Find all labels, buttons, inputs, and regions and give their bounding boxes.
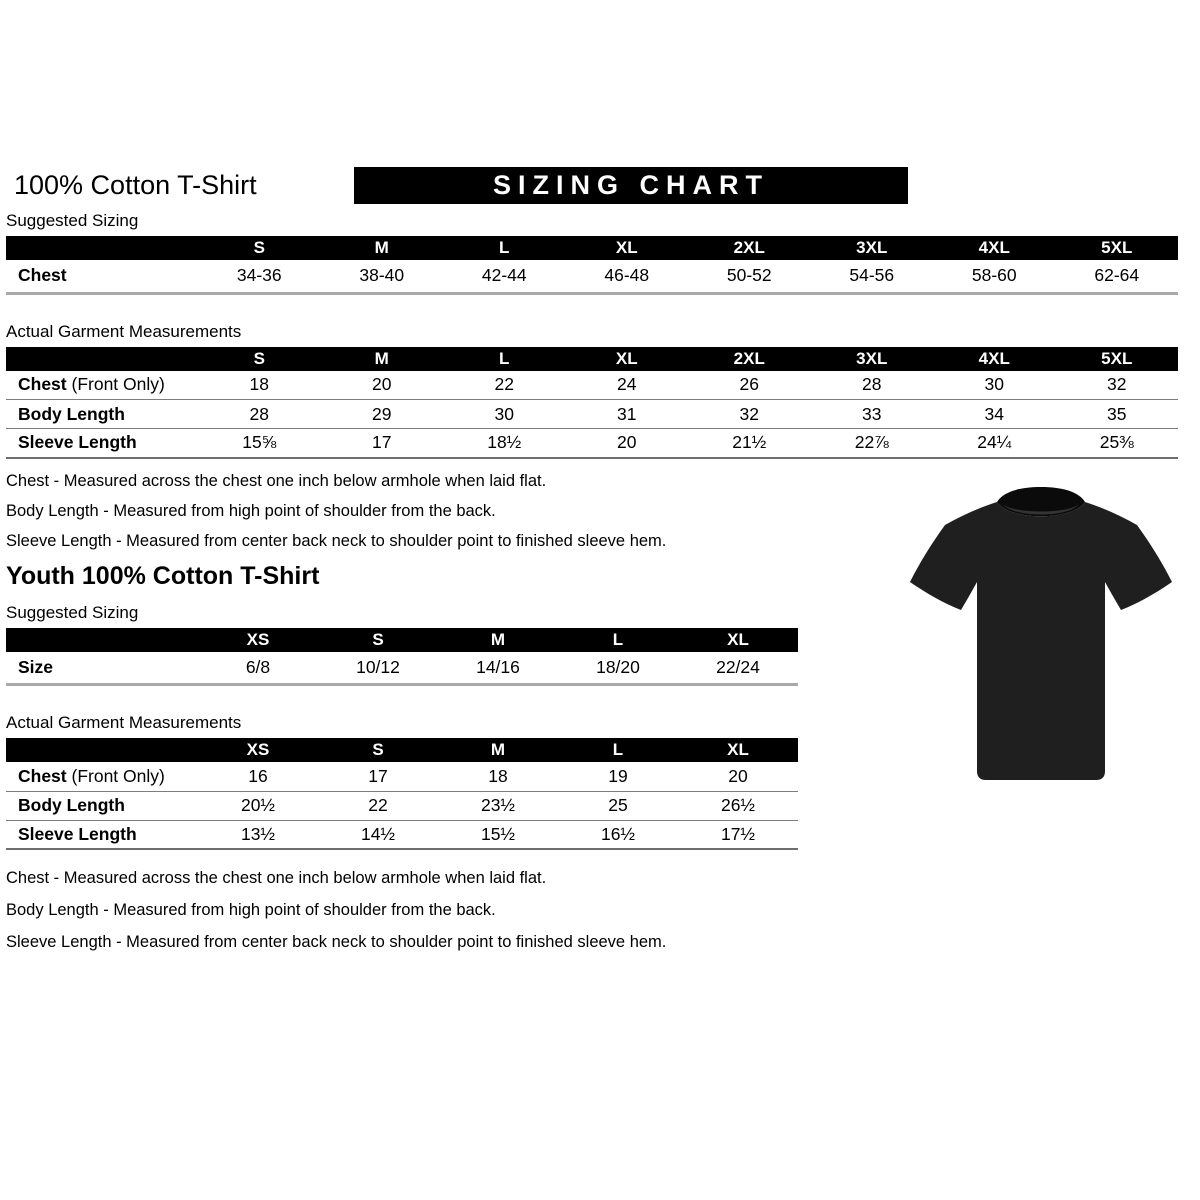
size-value-cell: 20 (372, 374, 392, 395)
size-value-cell: 26½ (720, 795, 756, 815)
adult-suggested-sizing-label: Suggested Sizing (6, 211, 139, 230)
size-value-cell: 23½ (480, 795, 516, 815)
size-value-cell: 18 (249, 374, 269, 395)
size-value-cell: 35 (1107, 403, 1127, 424)
size-value-cell: 30 (984, 374, 1004, 395)
size-value-cell: 32 (1107, 374, 1127, 395)
adult-garment-measurements-table (6, 347, 1178, 459)
size-value-cell: 18 (488, 765, 508, 786)
size-column-header: L (443, 347, 566, 371)
size-value-cell: 15⅝ (242, 432, 277, 453)
table-row (6, 400, 1178, 429)
note-chest: Chest - Measured across the chest one inch below armhole when laid flat. (6, 869, 547, 887)
youth-garment-measurements-label: Actual Garment Measurements (6, 713, 242, 732)
size-value-cell: 21½ (732, 432, 767, 453)
size-column-header: S (198, 236, 321, 260)
table-row (6, 652, 798, 685)
size-value-cell: 22⅞ (854, 432, 889, 453)
size-value-cell: 15½ (480, 823, 516, 844)
row-label: Body Length (18, 795, 125, 815)
size-value-cell: 22 (368, 795, 388, 815)
row-label-column-header (6, 236, 198, 260)
table-row (6, 429, 1178, 458)
size-column-header: M (321, 236, 444, 260)
size-value-cell: 62-64 (1094, 265, 1140, 286)
size-column-header: XS (198, 738, 318, 762)
header-row (6, 166, 1178, 204)
row-label: Body Length (18, 403, 125, 424)
size-column-header: L (443, 236, 566, 260)
size-value-cell: 25 (608, 795, 628, 815)
row-label: Size (18, 656, 54, 677)
size-value-cell: 18/20 (596, 656, 640, 677)
size-column-header: L (558, 628, 678, 652)
row-label-column-header (6, 738, 198, 762)
size-value-cell: 54-56 (849, 265, 895, 286)
table-row (6, 260, 1178, 293)
row-label-column-header (6, 628, 198, 652)
size-value-cell: 14/16 (476, 656, 520, 677)
size-column-header: M (438, 738, 558, 762)
size-column-header: S (198, 347, 321, 371)
size-column-header: XL (678, 738, 798, 762)
size-column-header: 2XL (688, 347, 811, 371)
youth-garment-measurements-table (6, 738, 798, 850)
size-value-cell: 20 (617, 432, 637, 453)
size-value-cell: 10/12 (356, 656, 400, 677)
size-value-cell: 17½ (720, 823, 756, 844)
size-value-cell: 17 (368, 765, 388, 786)
note-sleeve-length: Sleeve Length - Measured from center back neck to shoulder point to finished sleeve hem. (6, 531, 667, 550)
size-column-header: XS (198, 628, 318, 652)
size-value-cell: 20½ (240, 795, 276, 815)
size-value-cell: 50-52 (726, 265, 772, 286)
tshirt-product-image (890, 476, 1192, 816)
table-row (6, 762, 798, 791)
size-value-cell: 16 (248, 765, 268, 786)
size-column-header: 4XL (933, 347, 1056, 371)
size-value-cell: 25⅜ (1099, 432, 1134, 453)
size-value-cell: 29 (372, 403, 392, 424)
note-sleeve-length: Sleeve Length - Measured from center back neck to shoulder point to finished sleeve hem. (6, 933, 667, 951)
note-body-length: Body Length - Measured from high point of shoulder from the back. (6, 501, 496, 520)
size-column-header: M (438, 628, 558, 652)
youth-suggested-sizing-table (6, 628, 798, 687)
size-column-header: M (321, 347, 444, 371)
size-value-cell: 16½ (600, 823, 636, 844)
table-row (6, 371, 1178, 400)
youth-measurement-notes (6, 869, 1178, 952)
size-value-cell: 20 (728, 765, 748, 786)
row-label-column-header (6, 347, 198, 371)
page-title: 100% Cotton T-Shirt (14, 169, 257, 200)
size-column-header: S (318, 628, 438, 652)
size-column-header: 2XL (688, 236, 811, 260)
size-value-cell: 24¼ (977, 432, 1012, 453)
size-column-header: 5XL (1056, 347, 1179, 371)
size-column-header: XL (566, 236, 689, 260)
size-value-cell: 32 (739, 403, 759, 424)
note-chest: Chest - Measured across the chest one inch below armhole when laid flat. (6, 471, 547, 490)
size-value-cell: 42-44 (481, 265, 527, 286)
size-value-cell: 6/8 (245, 656, 271, 677)
size-value-cell: 22 (494, 374, 514, 395)
row-label: Sleeve Length (18, 823, 137, 844)
size-value-cell: 19 (608, 765, 628, 786)
size-value-cell: 34 (984, 403, 1004, 424)
note-body-length: Body Length - Measured from high point of shoulder from the back. (6, 901, 496, 919)
size-column-header: 4XL (933, 236, 1056, 260)
size-value-cell: 22/24 (716, 656, 760, 677)
size-value-cell: 17 (372, 432, 392, 453)
size-value-cell: 28 (862, 374, 882, 395)
size-value-cell: 14½ (360, 823, 396, 844)
adult-suggested-sizing-table (6, 236, 1178, 295)
tshirt-icon (890, 476, 1192, 816)
size-value-cell: 26 (739, 374, 759, 395)
size-column-header: XL (678, 628, 798, 652)
size-column-header: 3XL (811, 347, 934, 371)
adult-garment-measurements-label: Actual Garment Measurements (6, 321, 242, 341)
row-label: Chest (Front Only) (18, 374, 165, 395)
size-column-header: L (558, 738, 678, 762)
size-value-cell: 28 (249, 403, 269, 424)
size-column-header: S (318, 738, 438, 762)
size-value-cell: 58-60 (971, 265, 1017, 286)
size-value-cell: 33 (862, 403, 882, 424)
size-value-cell: 13½ (240, 823, 276, 844)
row-label: Chest (Front Only) (18, 765, 165, 786)
row-label: Sleeve Length (18, 432, 137, 453)
size-value-cell: 18½ (487, 432, 522, 453)
sizing-chart-banner: SIZING CHART (354, 167, 908, 204)
table-row (6, 791, 798, 820)
row-label: Chest (18, 265, 67, 286)
size-column-header: XL (566, 347, 689, 371)
size-value-cell: 24 (617, 374, 637, 395)
size-value-cell: 31 (617, 403, 637, 424)
size-value-cell: 46-48 (604, 265, 650, 286)
size-value-cell: 34-36 (236, 265, 282, 286)
size-column-header: 5XL (1056, 236, 1179, 260)
youth-section-title: Youth 100% Cotton T-Shirt (6, 561, 320, 590)
size-column-header: 3XL (811, 236, 934, 260)
size-value-cell: 30 (494, 403, 514, 424)
size-value-cell: 38-40 (359, 265, 405, 286)
youth-suggested-sizing-label: Suggested Sizing (6, 602, 139, 622)
table-row (6, 820, 798, 849)
